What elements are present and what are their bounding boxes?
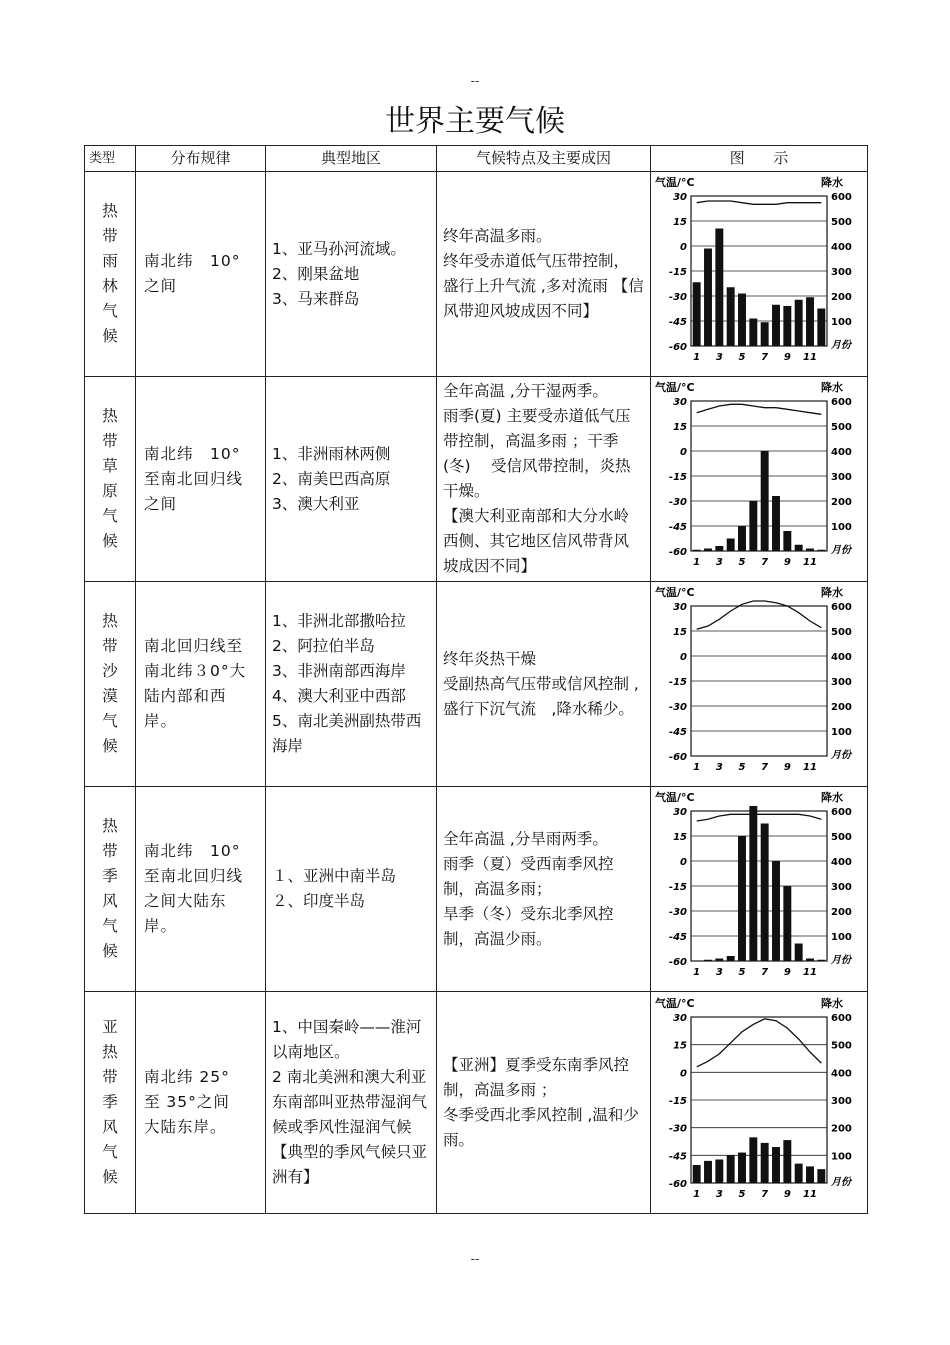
precipitation-bar [738,294,746,347]
chart-cell [651,992,868,1214]
month-tick-label: 3 [715,762,723,773]
month-tick-label: 7 [761,352,769,363]
climate-type: 热带沙漠气候 [102,612,118,755]
precipitation-tick-label: 300 [831,677,852,688]
temperature-axis-label: 气温/°C [655,586,695,599]
month-tick-label: 5 [738,557,746,568]
month-tick-label: 11 [803,762,817,773]
climate-type: 热带季风气候 [102,817,118,960]
precipitation-tick-label: 100 [831,932,852,943]
temperature-tick-label: -15 [668,882,687,893]
month-tick-label: 11 [803,1188,817,1200]
precipitation-bar [761,824,769,962]
precipitation-bar [772,305,780,346]
chart-cell [651,582,868,787]
month-tick-label: 9 [783,352,791,363]
precipitation-tick-label: 300 [831,472,852,483]
temperature-tick-label: 15 [673,217,687,228]
temperature-tick-label: -30 [668,702,687,713]
month-tick-label: 7 [761,1188,769,1200]
month-tick-label: 5 [738,352,746,363]
temperature-tick-label: -45 [668,1150,687,1162]
precipitation-bar [772,861,780,961]
precipitation-bar [727,539,735,552]
precipitation-tick-label: 400 [831,857,852,868]
climate-type-cell [85,582,136,787]
temperature-tick-label: 15 [673,627,687,638]
month-tick-label: 5 [738,1188,746,1200]
month-tick-label: 11 [803,352,817,363]
table-row [85,582,868,787]
precipitation-bar [806,959,814,962]
month-tick-label: 9 [783,1188,791,1200]
month-axis-label: 月份 [831,1176,851,1188]
climate-type-cell [85,377,136,582]
climate-chart [653,172,865,368]
precipitation-bar [817,309,825,347]
precipitation-bar [693,550,701,551]
precipitation-bar [715,229,723,347]
table-row [85,992,868,1214]
temperature-tick-label: 0 [680,857,687,868]
precipitation-tick-label: 600 [831,1012,852,1024]
climate-chart [653,787,865,983]
chart-cell [651,787,868,992]
month-tick-label: 7 [761,762,769,773]
precipitation-bar [772,496,780,551]
temperature-tick-label: 30 [673,397,687,408]
climate-type-cell [85,787,136,992]
precipitation-tick-label: 600 [831,192,852,203]
column-header-type: 类型 [85,146,136,172]
regions-text: 1、亚马孙河流域。 2、刚果盆地 3、马来群岛 [272,239,406,308]
precipitation-tick-label: 600 [831,397,852,408]
precipitation-bar [727,956,735,961]
precipitation-tick-label: 500 [831,627,852,638]
distribution-text: 南北纬 10° 之间 [144,252,241,295]
precipitation-bar [817,960,825,961]
precipitation-bar [693,282,701,346]
month-tick-label: 5 [738,967,746,978]
climate-type: 热带草原气候 [102,407,118,550]
regions-text: １、亚洲中南半岛 ２、印度半岛 [272,867,397,910]
precipitation-tick-label: 400 [831,652,852,663]
temperature-tick-label: -45 [668,522,687,533]
precipitation-tick-label: 100 [831,522,852,533]
precipitation-axis-label: 降水 [821,381,843,394]
temperature-tick-label: -30 [668,907,687,918]
precipitation-bar [749,1137,757,1183]
month-tick-label: 5 [738,762,746,773]
temperature-tick-label: -15 [668,677,687,688]
temperature-tick-label: 0 [680,652,687,663]
precipitation-bar [715,1159,723,1183]
precipitation-tick-label: 300 [831,267,852,278]
temperature-line [697,404,822,414]
temperature-tick-label: -45 [668,727,687,738]
month-tick-label: 1 [693,762,701,773]
climate-table [84,145,868,1214]
temperature-tick-label: 15 [673,422,687,433]
temperature-line [697,601,822,629]
temperature-line [697,814,822,821]
precipitation-bar [693,961,701,962]
precipitation-bar [817,1169,825,1183]
temperature-tick-label: -60 [668,342,687,353]
month-tick-label: 11 [803,967,817,978]
regions-text: 1、非洲雨林两侧 2、南美巴西高原 3、澳大利亚 [272,444,391,513]
temperature-tick-label: -15 [668,267,687,278]
temperature-tick-label: 15 [673,1040,687,1052]
precipitation-bar [772,1147,780,1183]
temperature-tick-label: 0 [680,1067,687,1079]
temperature-tick-label: 0 [680,242,687,253]
temperature-axis-label: 气温/°C [655,791,695,804]
precipitation-bar [783,886,791,961]
precipitation-axis-label: 降水 [821,791,843,804]
precipitation-tick-label: 200 [831,292,852,303]
month-tick-label: 11 [803,557,817,568]
features-text: 终年高温多雨。 终年受赤道低气压带控制，盛行上升气流 ,多对流雨 【信风带迎风坡成因不同】 [443,227,644,320]
precipitation-bar [749,806,757,961]
month-axis-label: 月份 [831,750,851,761]
temperature-tick-label: -15 [668,472,687,483]
precipitation-tick-label: 100 [831,317,852,328]
temperature-tick-label: -60 [668,547,687,558]
precipitation-bar [783,306,791,346]
month-tick-label: 9 [783,557,791,568]
precipitation-bar [715,546,723,551]
month-tick-label: 7 [761,967,769,978]
temperature-tick-label: -60 [668,752,687,763]
climate-type-cell [85,172,136,377]
precipitation-bar [795,300,803,346]
month-tick-label: 9 [783,762,791,773]
month-tick-label: 1 [693,557,701,568]
temperature-tick-label: 15 [673,832,687,843]
precipitation-axis-label: 降水 [821,176,843,189]
month-tick-label: 9 [783,967,791,978]
precipitation-tick-label: 300 [831,1095,852,1107]
precipitation-bar [795,545,803,551]
temperature-axis-label: 气温/°C [655,381,695,394]
page-title: 世界主要气候 [385,104,565,139]
distribution-text: 南北纬 10° 至南北回归线之间大陆东岸。 [144,842,244,935]
temperature-tick-label: 0 [680,447,687,458]
precipitation-axis-label: 降水 [821,996,843,1010]
temperature-tick-label: 30 [673,602,687,613]
distribution-text: 南北纬 25° 至 35°之间 大陆东岸。 [144,1068,230,1136]
temperature-tick-label: -30 [668,1123,687,1135]
precipitation-tick-label: 400 [831,242,852,253]
precipitation-bar [806,549,814,552]
features-text: 【亚洲】夏季受东南季风控制，高温多雨 ； 冬季受西北季风控制 ,温和少雨。 [443,1055,639,1149]
precipitation-bar [761,451,769,551]
chart-cell [651,172,868,377]
precipitation-tick-label: 600 [831,602,852,613]
precipitation-bar [783,1140,791,1183]
precipitation-bar [738,836,746,961]
temperature-tick-label: 30 [673,1012,687,1024]
temperature-axis-label: 气温/°C [655,996,695,1010]
temperature-tick-label: -60 [668,957,687,968]
precipitation-bar [795,944,803,962]
precipitation-bar [727,1155,735,1183]
column-header-distribution: 分布规律 [136,146,266,172]
precipitation-bar [749,501,757,551]
temperature-tick-label: -15 [668,1095,687,1107]
regions-text: 1、中国秦岭——淮河以南地区。 2 南北美洲和澳大利亚东南部叫亚热带湿润气候或季风性湿润气候 【典型的季风气候只亚洲有】 [272,1018,428,1186]
features-text: 终年炎热干燥 受副热高气压带或信风控制 ,盛行下沉气流 ,降水稀少。 [443,649,639,718]
temperature-tick-label: -30 [668,292,687,303]
precipitation-tick-label: 200 [831,497,852,508]
precipitation-tick-label: 200 [831,702,852,713]
temperature-tick-label: -45 [668,932,687,943]
month-tick-label: 1 [693,352,701,363]
temperature-tick-label: -30 [668,497,687,508]
column-header-features: 气候特点及主要成因 [437,146,651,172]
precipitation-tick-label: 100 [831,727,852,738]
month-axis-label: 月份 [831,340,851,351]
temperature-tick-label: -45 [668,317,687,328]
month-tick-label: 3 [715,1188,723,1200]
precipitation-bar [715,959,723,962]
precipitation-bar [704,960,712,961]
precipitation-bar [727,287,735,346]
table-row [85,787,868,992]
temperature-tick-label: 30 [673,807,687,818]
precipitation-tick-label: 500 [831,422,852,433]
distribution-text: 南北纬 10° 至南北回归线之间 [144,444,244,513]
precipitation-bar [704,1160,712,1182]
precipitation-tick-label: 200 [831,1123,852,1135]
temperature-line [697,201,822,204]
temperature-axis-label: 气温/°C [655,176,695,189]
climate-type: 亚热带季风气候 [102,1018,118,1186]
precipitation-bar [795,1163,803,1182]
chart-cell [651,377,868,582]
precipitation-bar [749,319,757,347]
table-header-row [85,146,868,172]
temperature-tick-label: -60 [668,1178,687,1190]
precipitation-bar [817,550,825,551]
column-header-chart: 图 示 [651,146,868,172]
precipitation-axis-label: 降水 [821,586,843,599]
precipitation-tick-label: 500 [831,217,852,228]
climate-chart [653,993,865,1205]
footer-mark: -- [470,1252,480,1266]
precipitation-bar [738,526,746,551]
precipitation-tick-label: 400 [831,1067,852,1079]
precipitation-bar [761,1142,769,1182]
precipitation-bar [806,1166,814,1183]
month-axis-label: 月份 [831,955,851,966]
features-text: 全年高温 ,分干湿两季。 雨季(夏) 主要受赤道低气压带控制，高温多雨 ；干季 (冬) 受信风带控制，炎热干燥。 【澳大利亚南部和大分水岭西侧、其它地区信风带背风坡成因不同】 [443,382,631,575]
distribution-text: 南北回归线至南北纬３0°大陆内部和西岸。 [144,637,247,730]
precipitation-tick-label: 300 [831,882,852,893]
table-row [85,377,868,582]
month-tick-label: 3 [715,352,723,363]
month-tick-label: 3 [715,557,723,568]
climate-type-cell [85,992,136,1214]
month-axis-label: 月份 [831,545,851,556]
month-tick-label: 1 [693,1188,701,1200]
temperature-line [697,1018,822,1066]
precipitation-bar [761,322,769,346]
climate-chart [653,582,865,778]
climate-chart [653,377,865,573]
precipitation-tick-label: 200 [831,907,852,918]
temperature-tick-label: 30 [673,192,687,203]
climate-type: 热带雨林气候 [102,202,118,345]
regions-text: 1、非洲北部撒哈拉 2、阿拉伯半岛 3、非洲南部西海岸 4、澳大利亚中西部 5、南北美洲副热带西海岸 [272,612,422,755]
precipitation-bar [783,531,791,551]
precipitation-tick-label: 500 [831,1040,852,1052]
precipitation-tick-label: 100 [831,1150,852,1162]
month-tick-label: 7 [761,557,769,568]
precipitation-bar [806,297,814,346]
precipitation-bar [704,249,712,347]
features-text: 全年高温 ,分旱雨两季。 雨季（夏）受西南季风控制，高温多雨； 旱季（冬）受东北季风控制，高温少雨。 [443,829,614,948]
precipitation-tick-label: 600 [831,807,852,818]
header-mark: -- [470,74,480,88]
month-tick-label: 1 [693,967,701,978]
column-header-regions: 典型地区 [266,146,437,172]
precipitation-bar [693,1165,701,1183]
precipitation-bar [704,549,712,552]
precipitation-tick-label: 500 [831,832,852,843]
precipitation-tick-label: 400 [831,447,852,458]
precipitation-bar [738,1152,746,1182]
month-tick-label: 3 [715,967,723,978]
table-row [85,172,868,377]
